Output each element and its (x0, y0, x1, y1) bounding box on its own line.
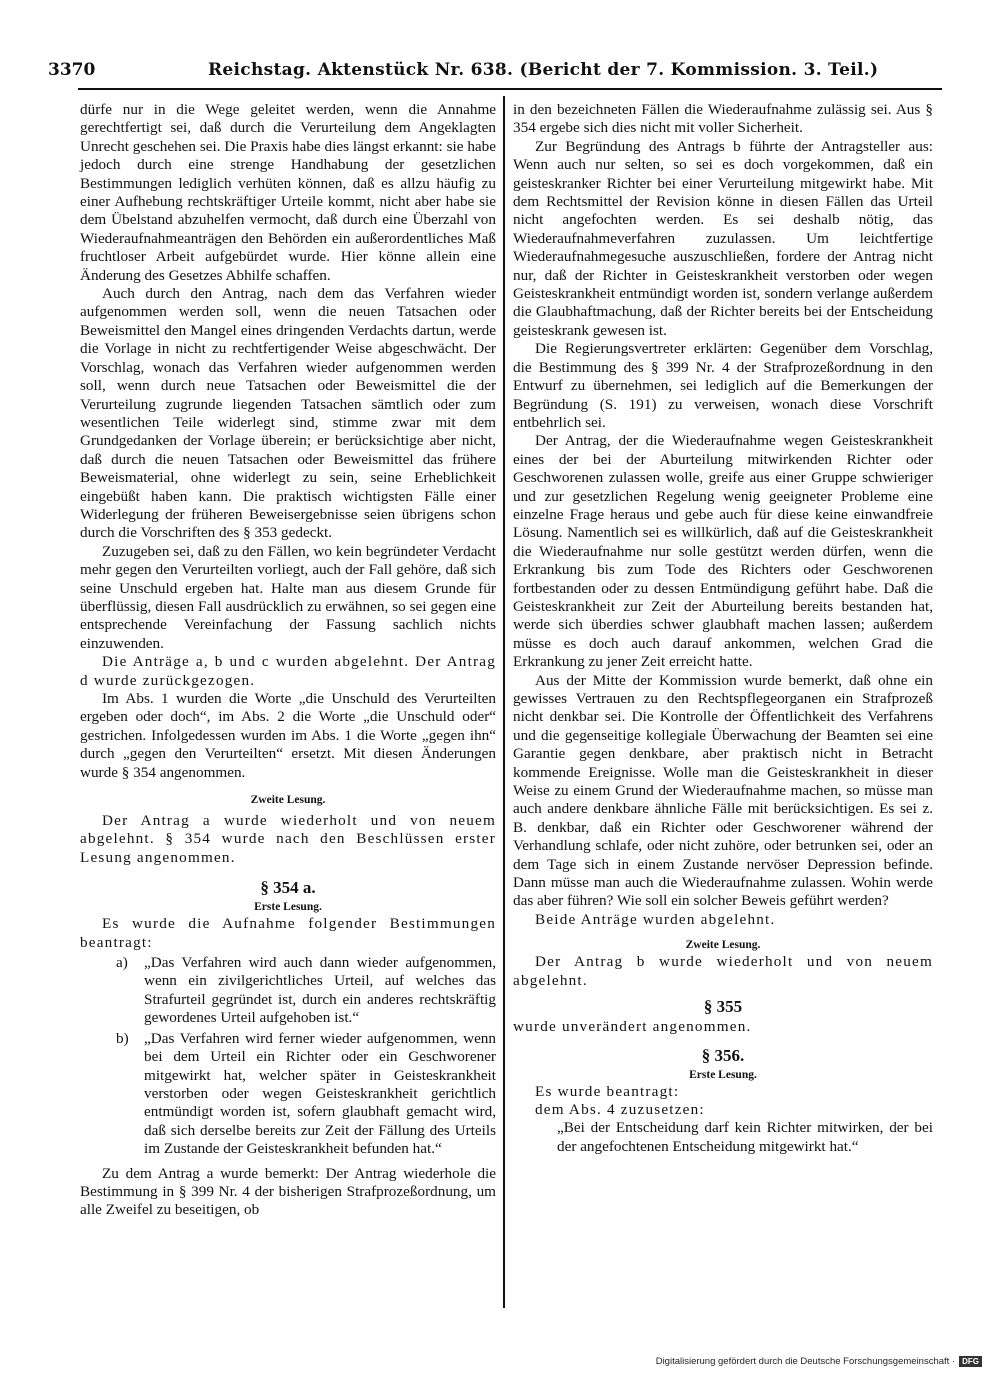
dfg-logo: DFG (959, 1356, 982, 1367)
subheading-zweite-lesung: Zweite Lesung. (685, 939, 761, 952)
section-heading-354a: § 354 a. (260, 878, 316, 898)
paragraph: dem Abs. 4 zuzusetzen: (535, 1100, 705, 1118)
list-label: b) (116, 1029, 129, 1047)
paragraph: Der Antrag b wurde wiederholt und von neuem abgelehnt. (513, 953, 933, 989)
page-header (40, 58, 960, 86)
subheading-erste-lesung: Erste Lesung. (689, 1068, 757, 1081)
paragraph: Beide Anträge wurden abgelehnt. (535, 910, 776, 928)
column-divider (503, 96, 505, 1308)
section-heading-355: § 355 (703, 997, 743, 1017)
subheading-zweite-lesung: Zweite Lesung. (250, 794, 326, 807)
list-text: „Das Verfahren wird auch dann wieder aufgenommen, wenn ein zivilgerichtliches Urteil, auf welches das Strafurteil gegründet ist, durch ein anderes rechtskräftig gewordenes Urteil aufgehoben ist.“ (144, 954, 496, 1027)
paragraph: Auch durch den Antrag, nach dem das Verfahren wieder aufgenommen werden soll, wenn die neuen Tatsachen oder Beweismittel den Mangel eines dringenden Verdachts dartun, werde die Vorlage in nicht zu rechtfertigender Weise abgeschwächt. Der Vorschlag, wonach das Verfahren wieder aufgenommen werden soll, wenn durch neue Tatsachen oder Beweismittel die der Verurteilung zugrunde liegenden Tatsachen sämtlich oder zum wesentlichen Teile widerlegt sind, stimme zwar mit dem Grundgedanken der Vorlage überein; er berücksichtige aber nicht, daß durch die neuen Tatsachen oder Beweismittel das frühere Beweismaterial, ohne widerlegt zu sein, seine Erheblichkeit eingebüßt haben kann. Die praktisch wichtigsten Fälle einer Widerlegung der früheren Beweisergebnisse seien übrigens schon durch die Vorschriften des § 353 gedeckt. (80, 285, 496, 542)
subheading-erste-lesung: Erste Lesung. (254, 901, 322, 914)
list-item (80, 954, 496, 1028)
section-heading-356: § 356. (701, 1045, 745, 1065)
header-rule (78, 88, 942, 90)
page-number: 3370 (48, 60, 96, 80)
paragraph: Im Abs. 1 wurden die Worte „die Unschuld des Verurteilten ergeben oder doch“, im Abs. 2 die Worte „die Unschuld oder“ gestrichen. Infolgedessen wurden im Abs. 1 die Worte „gegen ihn“ durch „gegen den Verurteilten“ ersetzt. Mit diesen Änderungen wurde § 354 angenommen. (80, 690, 496, 781)
paragraph: Zuzugeben sei, daß zu den Fällen, wo kein begründeter Verdacht mehr gegen den Verurteilten vorliegt, auch der Fall gehöre, daß sich seine Unschuld ergeben hat. Halte man aus diesem Grunde für überflüssig, diesen Fall ausdrücklich zu erwähnen, so sei gegen eine entsprechende Vereinfachung der Fassung sachlich nichts einzuwenden. (80, 542, 496, 652)
list-item (80, 1030, 496, 1159)
list-text: „Das Verfahren wird ferner wieder aufgenommen, wenn bei dem Urteil ein Richter oder ein Geschworener mitgewirkt hat, welcher später in Geisteskrankheit verstorben oder wegen Geisteskrankheit gerichtlich entmündigt worden ist, sofern glaubhaft gemacht wird, daß sich derselbe bereits zur Zeit der Fällung des Urteils im Zustande der Geisteskrankheit befunden hat.“ (144, 1029, 496, 1158)
paragraph: Zu dem Antrag a wurde bemerkt: Der Antrag wiederhole die Bestimmung in § 399 Nr. 4 der bisherigen Strafprozeßordnung, um alle Zweifel zu beseitigen, ob (80, 1164, 496, 1219)
paragraph: in den bezeichneten Fällen die Wiederaufnahme zulässig sei. Aus § 354 ergebe sich dies nicht mit voller Sicherheit. (513, 101, 933, 137)
list-label: a) (116, 954, 128, 972)
paragraph: dürfe nur in die Wege geleitet werden, wenn die Annahme gerechtfertigt sei, daß durch die Verurteilung dem Angeklagten Unrecht geschehen sei. Die Praxis habe dies längst erkannt: sie habe jedoch durch eine strenge Handhabung der gesetzlichen Bestimmungen lediglich verhüten können, daß es allzu häufig zu einer Aufhebung rechtskräftiger Urteile kommt, nicht aber habe sie dem Übelstand abzuhelfen vermocht, daß durch eine Überzahl von Wiederaufnahmeanträgen den Behörden ein außerordentliches Maß fruchtloser Arbeit aufgebürdet wurde. Hier könne allein eine Änderung des Gesetzes Abhilfe schaffen. (80, 101, 496, 284)
footer-text: Digitalisierung gefördert durch die Deutsche Forschungsgemeinschaft · (655, 1356, 956, 1367)
paragraph: Die Regierungsvertreter erklärten: Gegenüber dem Vorschlag, die Bestimmung des § 399 Nr. 4 der Strafprozeßordnung in den Entwurf zu übernehmen, sei lediglich auf die Bemerkungen der Begründung (S. 191) zu verweisen, wonach diese Vorschrift entbehrlich sei. (513, 340, 933, 431)
paragraph: Der Antrag a wurde wiederholt und von neuem abgelehnt. § 354 wurde nach den Beschlüssen erster Lesung angenommen. (80, 812, 496, 866)
running-title: Reichstag. Aktenstück Nr. 638. (Bericht der 7. Kommission. 3. Teil.) (208, 60, 879, 80)
paragraph: Die Anträge a, b und c wurden abgelehnt. Der Antrag d wurde zurückgezogen. (80, 653, 496, 689)
paragraph: Aus der Mitte der Kommission wurde bemerkt, daß ohne ein gewisses Vertrauen zu den Rechtspflegeorganen ein Strafprozeß nicht denkbar sei. Die Kontrolle der Öffentlichkeit des Verfahrens und die gegenseitige kollegiale Überwachung der Beamten sei eine Garantie gegen denkbare, aber praktisch nicht in Betracht kommende Ereignisse. Wolle man die Geisteskrankheit in dieser Weise zu einem Grund der Wiederaufnahme machen, so müsse man auch andere denkbare ähnliche Fälle mit berücksichtigen. Es sei z. B. denkbar, daß ein Richter oder Geschworener während der Verhandlung schlafe, oder nicht zuhöre, oder betrunken sei, oder an dem Tage sich in einem Zustande nervöser Depression befinde. Dann müsse man auch die Wiederaufnahme zulassen. Wohin werde das aber führen? Wie soll ein solcher Beweis geführt werden? (513, 671, 933, 910)
paragraph: Der Antrag, der die Wiederaufnahme wegen Geisteskrankheit eines der bei der Aburteilung mitwirkenden Richter oder Geschworenen zulassen wolle, greife aus einer Gruppe schwieriger und zur gesetzlichen Regelung wenig geeigneter Probleme eine einzelne Frage heraus und gebe auch für diese keine einwandfreie Lösung. Namentlich sei es willkürlich, daß auf die Geisteskrankheit die Wiederaufnahme nur solle gestützt werden dürfen, wenn die Erkrankung bis zum Tode des Richters oder Geschworenen fortbestanden oder zu dessen Entmündigung geführt habe. Daß die Geisteskrankheit zur Zeit der Aburteilung bereits bestanden hat, werde sich überdies schwer glaubhaft machen lassen; außerdem müsse es doch auch darauf ankommen, welchen Grad die Erkrankung zu jener Zeit erreicht hatte. (513, 432, 933, 671)
digitization-footer (656, 1356, 982, 1367)
paragraph: Es wurde die Aufnahme folgender Bestimmungen beantragt: (80, 915, 496, 951)
right-column (513, 101, 933, 1156)
quoted-proposal: „Bei der Entscheidung darf kein Richter mitwirken, der bei der angefochtenen Entscheidung mitgewirkt hat.“ (557, 1119, 933, 1155)
left-column (80, 101, 496, 1220)
paragraph: Zur Begründung des Antrags b führte der Antragsteller aus: Wenn auch nur selten, so sei es doch vorgekommen, daß ein geisteskranker Richter bei einer Verurteilung mitgewirkt habe. Mit dem Rechtsmittel der Revision könne in diesen Fällen das Urteil nicht angefochten werden. Es sei deshalb nötig, das Wiederaufnahmeverfahren zuzulassen. Um leichtfertige Wiederaufnahmegesuche auszuschließen, fordere der Antrag nicht nur, daß der Richter in Geisteskrankheit verstorben oder wegen Geisteskrankheit entmündigt worden ist, sondern verlange außerdem die Glaubhaftmachung, daß der Richter bereits bei der Entscheidung geisteskrank gewesen ist. (513, 137, 933, 339)
paragraph: wurde unverändert angenommen. (513, 1018, 752, 1036)
paragraph: Es wurde beantragt: (535, 1082, 680, 1100)
